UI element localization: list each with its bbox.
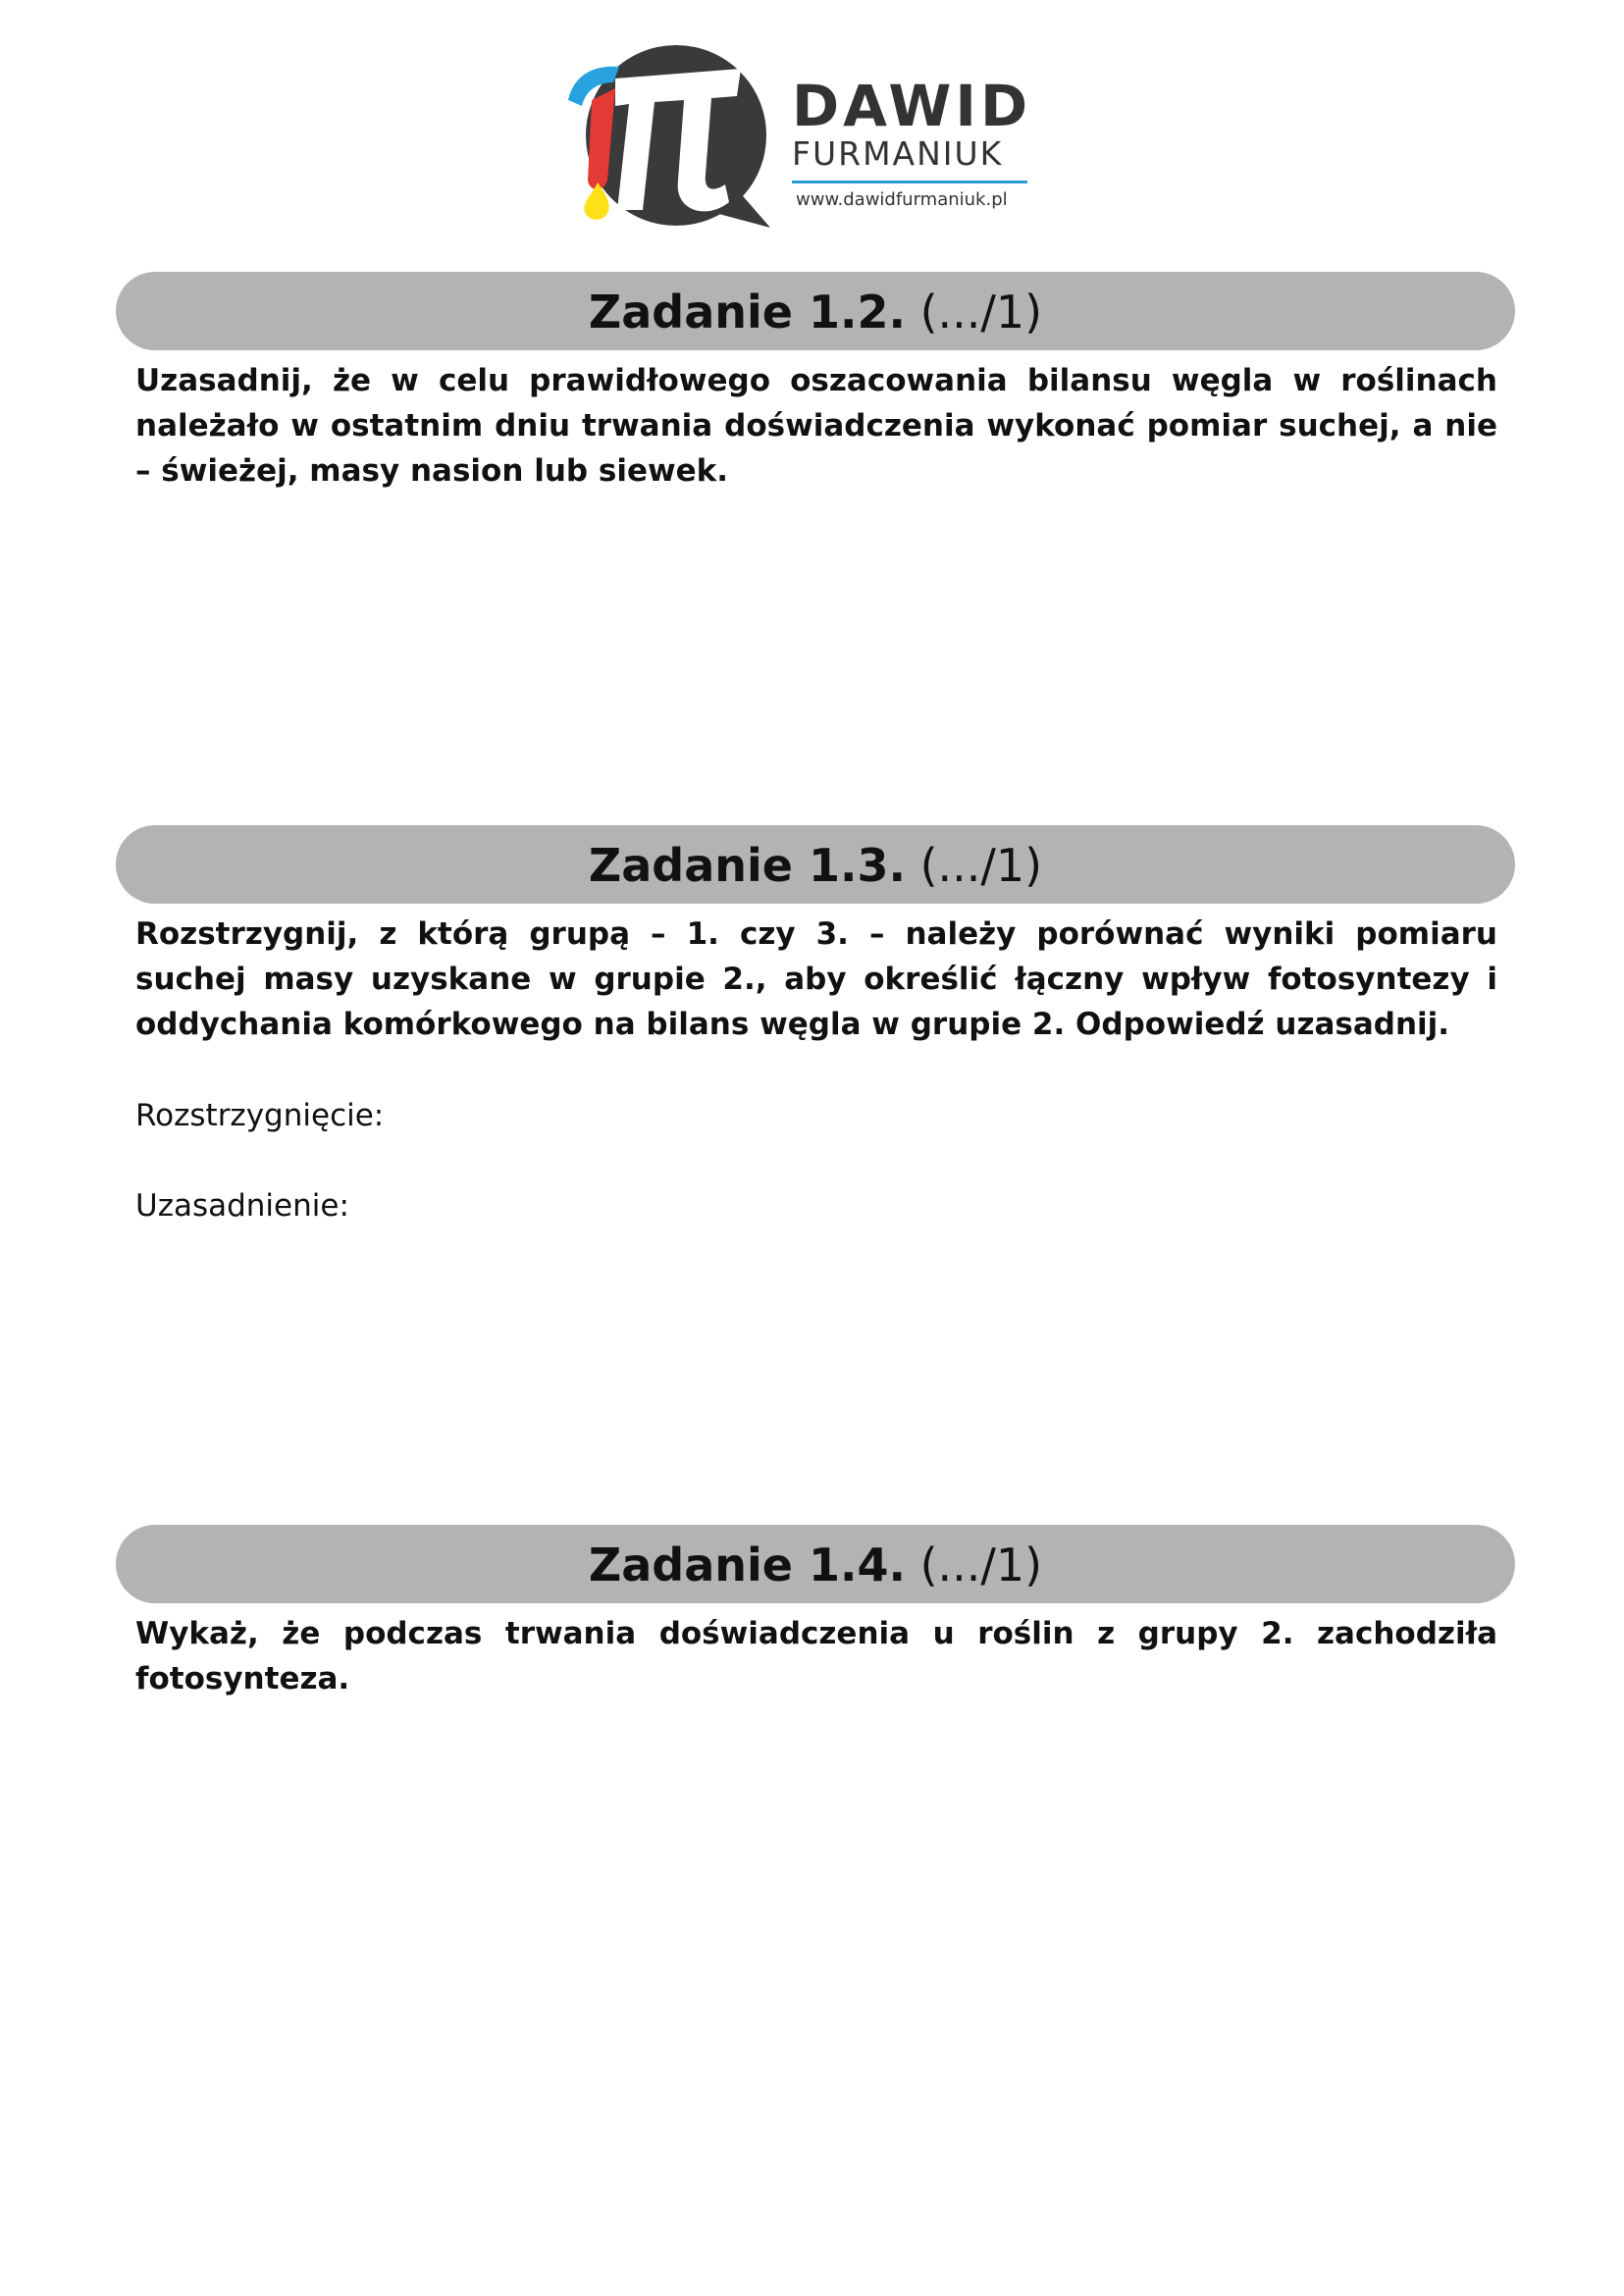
task-title: Zadanie 1.4. xyxy=(588,1539,906,1592)
logo-last-name: FURMANIUK xyxy=(792,134,1004,173)
task-score: (.../1) xyxy=(919,839,1043,892)
task-title: Zadanie 1.3. xyxy=(588,839,906,892)
logo-text xyxy=(792,73,1032,211)
answer-label-justification: Uzasadnienie: xyxy=(135,1188,349,1224)
logo xyxy=(564,45,1035,234)
task-prompt-1-3: Rozstrzygnij, z którą grupą – 1. czy 3. – należy porównać wyniki pomiaru suchej masy uzyskane w grupie 2., aby określić łączny wpływ fotosyntezy i oddychania komórkowego na bilans węgla w grupie 2. Odpowiedź uzasadnij. xyxy=(135,916,1497,1042)
task-title: Zadanie 1.2. xyxy=(588,286,906,339)
task-header-1-3 xyxy=(116,825,1515,904)
answer-label-decision: Rozstrzygnięcie: xyxy=(135,1098,385,1133)
pi-speech-bubble-icon xyxy=(564,45,780,234)
logo-first-name: DAWID xyxy=(792,73,1032,139)
logo-divider xyxy=(792,181,1027,183)
logo-url: www.dawidfurmaniuk.pl xyxy=(796,189,1008,210)
task-score: (.../1) xyxy=(919,286,1043,339)
task-score: (.../1) xyxy=(919,1539,1043,1592)
task-prompt-1-2: Uzasadnij, że w celu prawidłowego oszacowania bilansu węgla w roślinach należało w ostatnim dniu trwania doświadczenia wykonać pomiar suchej, a nie – świeżej, masy nasion lub siewek. xyxy=(135,363,1497,489)
task-header-1-4 xyxy=(116,1525,1515,1603)
task-prompt-1-4: Wykaż, że podczas trwania doświadczenia u roślin z grupy 2. zachodziła fotosynteza. xyxy=(135,1616,1497,1696)
task-header-1-2 xyxy=(116,272,1515,350)
